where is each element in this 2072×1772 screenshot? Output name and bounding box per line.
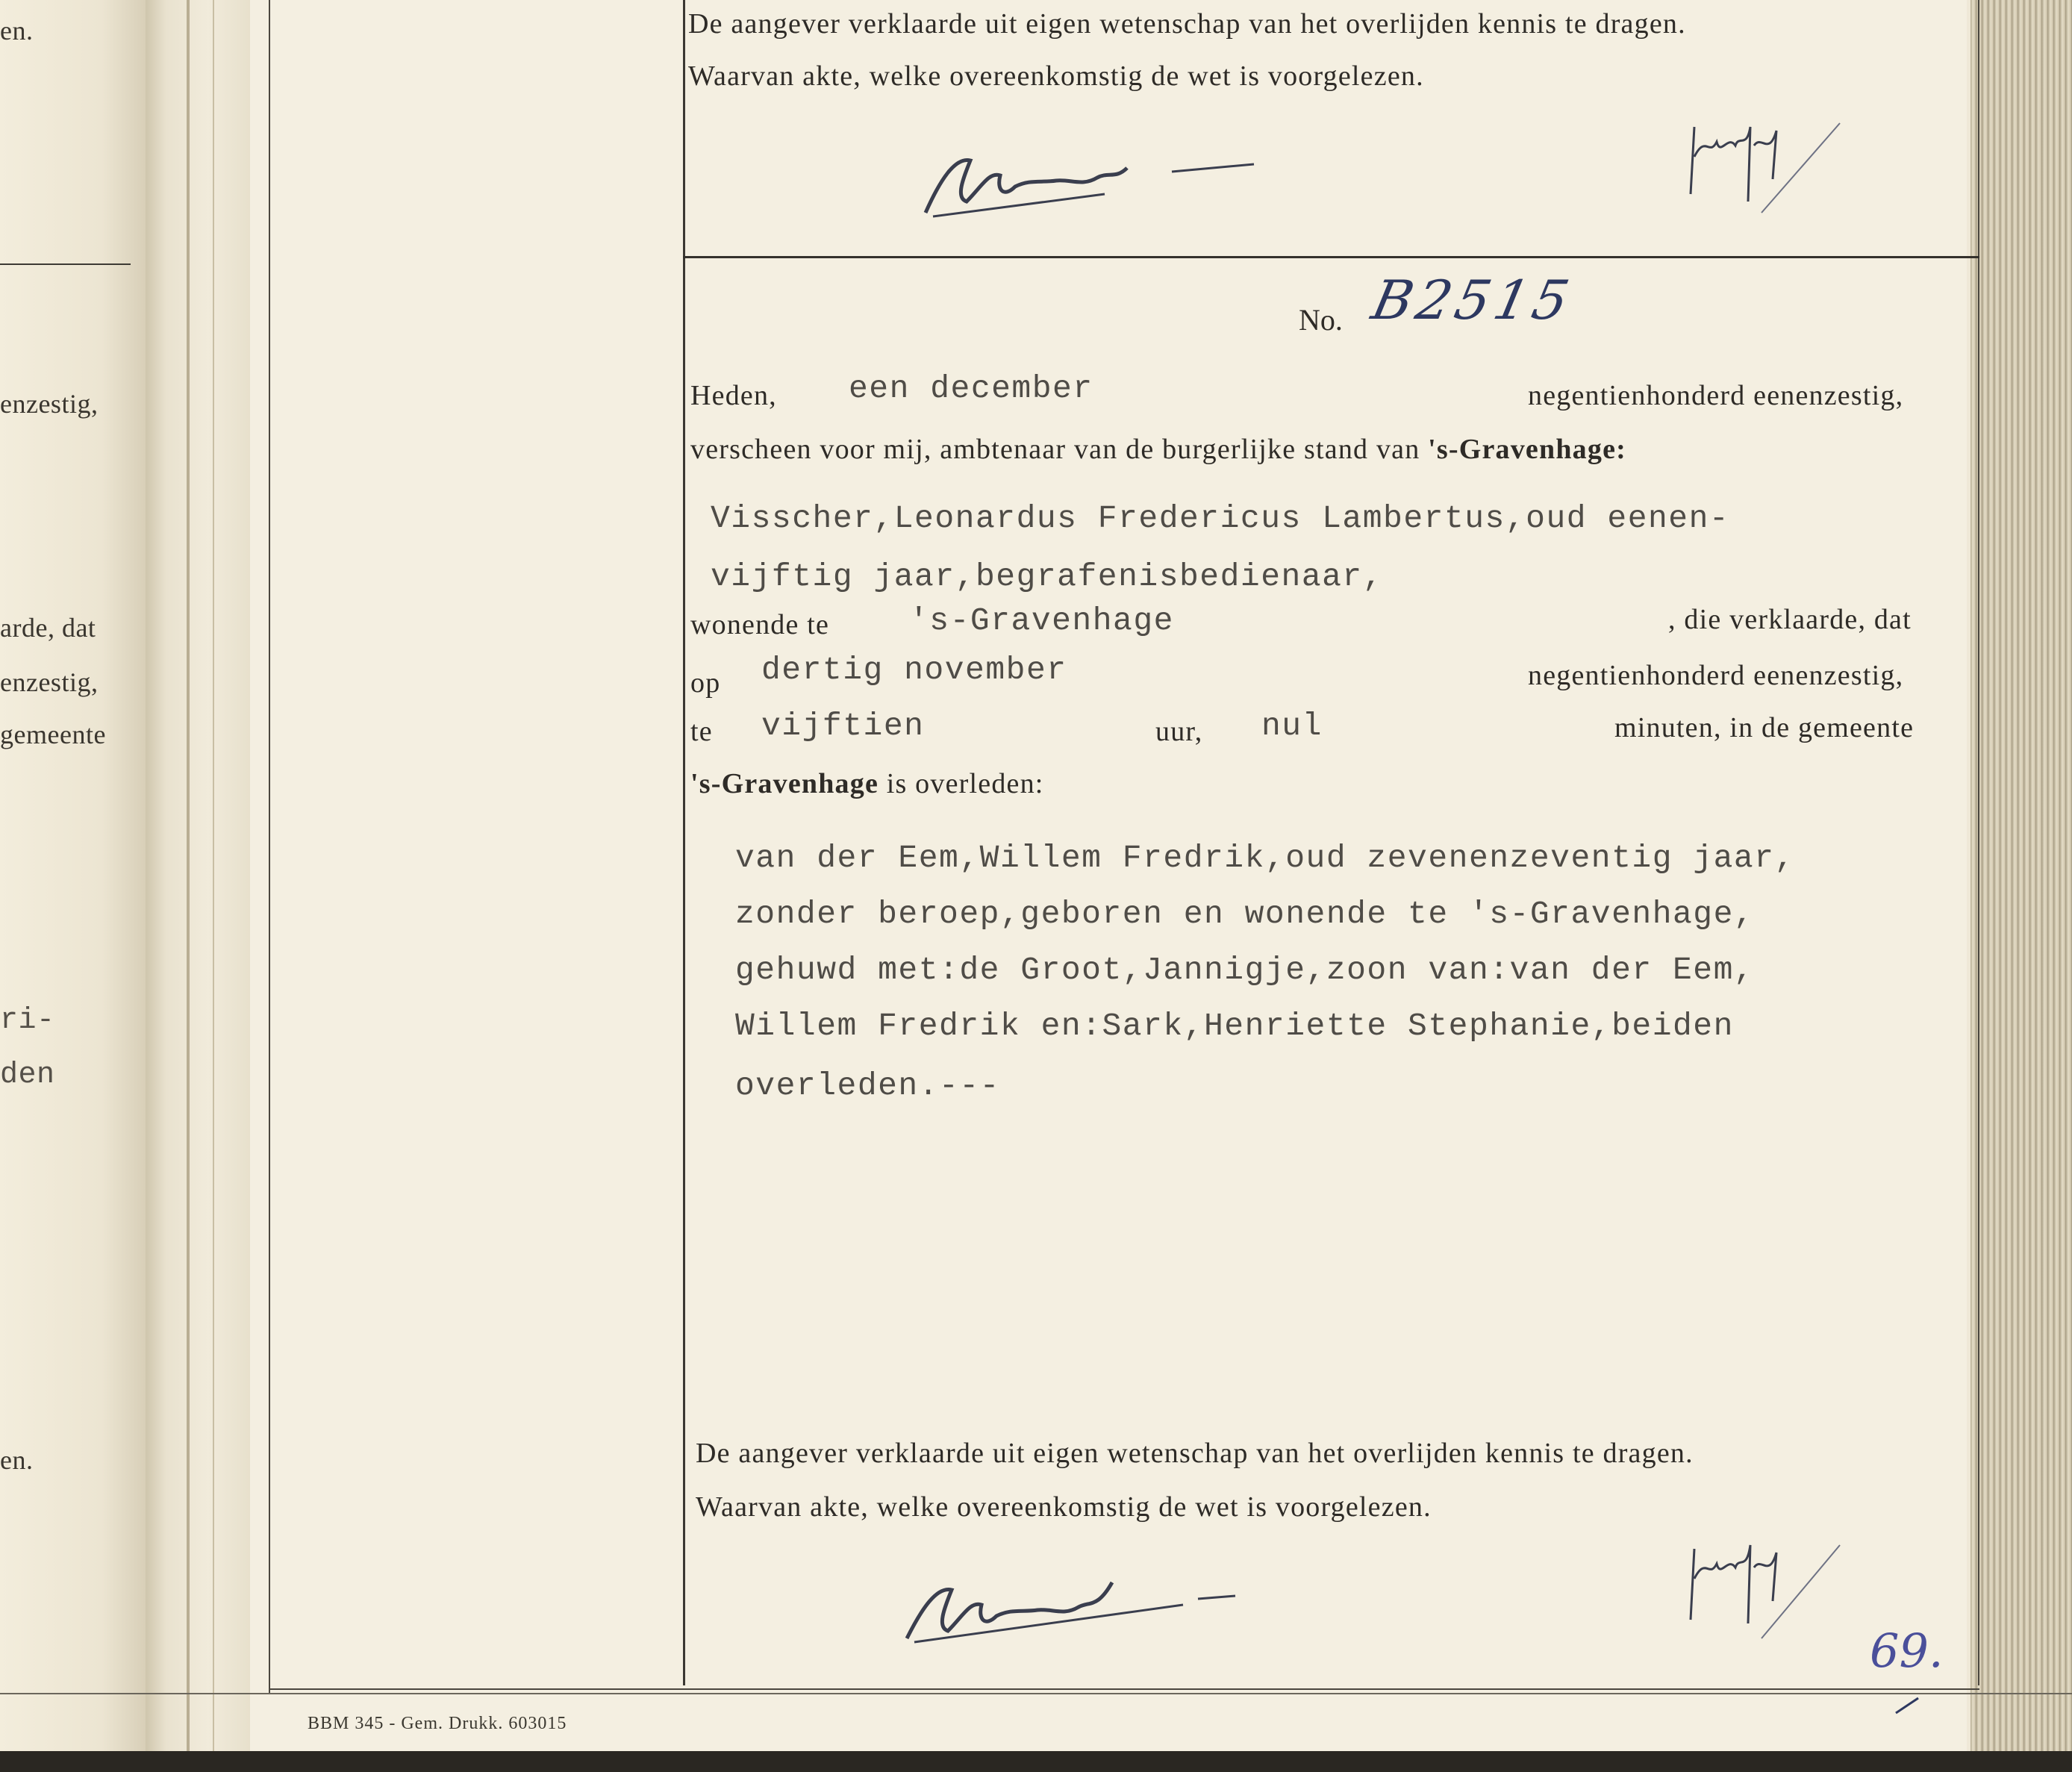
record-number: B2515 bbox=[1367, 269, 1579, 331]
frame-right-rule bbox=[1978, 0, 1979, 1685]
place: 's-Gravenhage bbox=[690, 768, 879, 799]
left-fragment-6: ri- bbox=[0, 1004, 55, 1038]
death-date: dertig november bbox=[761, 652, 1067, 688]
minutes-label: minuten, in de gemeente bbox=[1614, 712, 1915, 743]
residence: 's-Gravenhage bbox=[909, 602, 1174, 639]
footer-rule bbox=[0, 1693, 2072, 1694]
entry-separator bbox=[683, 256, 1979, 258]
page-stack-edge bbox=[1970, 0, 2072, 1772]
left-fragment-4: enzestig, bbox=[0, 667, 99, 697]
record-date: een december bbox=[849, 370, 1093, 407]
top-statement: De aangever verklaarde uit eigen wetenschap van het overlijden kennis te dragen. bbox=[688, 8, 1686, 40]
death-year: negentienhonderd eenenzestig, bbox=[1528, 660, 1904, 691]
op-label: op bbox=[690, 667, 721, 699]
record-year: negentienhonderd eenenzestig, bbox=[1528, 380, 1904, 411]
left-divider bbox=[0, 263, 131, 265]
bottom-frame-rule bbox=[269, 1688, 1979, 1690]
margin-tick bbox=[1892, 1694, 1922, 1717]
book-gutter bbox=[146, 0, 250, 1772]
record-number-label: No. bbox=[1299, 303, 1343, 337]
appeared-line bbox=[690, 433, 1626, 466]
left-fragment-2: enzestig, bbox=[0, 389, 99, 419]
declarant-line-1: Visscher,Leonardus Fredericus Lambertus,oud eenen- bbox=[711, 500, 1730, 537]
deceased-line-5: overleden.--- bbox=[735, 1067, 1000, 1104]
deceased-line-4: Willem Fredrik en:Sark,Henriette Stephanie,beiden bbox=[735, 1008, 1734, 1044]
left-fragment-8: en. bbox=[0, 1445, 34, 1475]
deceased-line-3: gehuwd met:de Groot,Jannigje,zoon van:van der Eem, bbox=[735, 952, 1755, 988]
hour: vijftien bbox=[761, 708, 925, 744]
heden-label: Heden, bbox=[690, 380, 777, 411]
record-statement: De aangever verklaarde uit eigen wetenschap van het overlijden kennis te dragen. bbox=[696, 1438, 1694, 1469]
place-line bbox=[690, 767, 1044, 800]
frame-left-rule bbox=[269, 0, 270, 1694]
uur-label: uur, bbox=[1155, 716, 1203, 747]
left-page-fragment bbox=[0, 0, 147, 1772]
left-fragment-1: en. bbox=[0, 16, 34, 46]
municipality: 's-Gravenhage: bbox=[1428, 434, 1626, 465]
deceased-line-1: van der Eem,Willem Fredrik,oud zevenenzeventig jaar, bbox=[735, 840, 1795, 876]
declarant-line-2: vijftig jaar,begrafenisbedienaar, bbox=[711, 558, 1384, 595]
record-closing: Waarvan akte, welke overeenkomstig de wet is voorgelezen. bbox=[696, 1491, 1432, 1523]
declared-label: , die verklaarde, dat bbox=[1668, 604, 1912, 635]
print-code: BBM 345 - Gem. Drukk. 603015 bbox=[308, 1714, 567, 1733]
deceased-line-2: zonder beroep,geboren en wonende te 's-Gravenhage, bbox=[735, 896, 1755, 932]
top-closing: Waarvan akte, welke overeenkomstig de wet is voorgelezen. bbox=[688, 60, 1424, 92]
residing-label: wonende te bbox=[690, 609, 830, 640]
left-fragment-3: arde, dat bbox=[0, 613, 96, 643]
minutes: nul bbox=[1261, 708, 1323, 744]
book-bottom-edge bbox=[0, 1751, 2072, 1772]
deceased-label: is overleden: bbox=[886, 768, 1044, 799]
left-fragment-7: den bbox=[0, 1058, 55, 1092]
left-fragment-5: gemeente bbox=[0, 720, 106, 749]
margin-mark: 69. bbox=[1870, 1623, 1944, 1678]
appeared-line-prefix: verscheen voor mij, ambtenaar van de burgerlijke stand van bbox=[690, 434, 1429, 465]
te-label: te bbox=[690, 716, 713, 747]
column-divider bbox=[683, 0, 685, 1685]
